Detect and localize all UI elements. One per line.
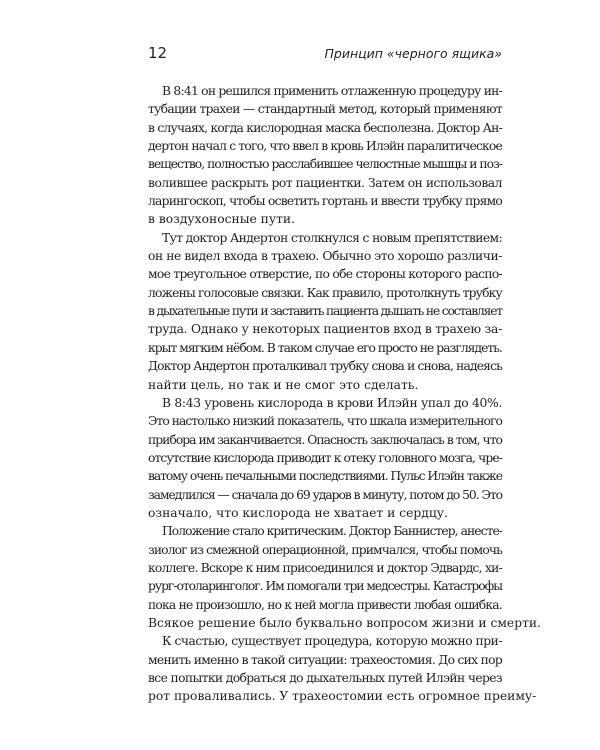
text-line: труда. Однако у некоторых пациентов вход в трахею за- bbox=[148, 322, 502, 337]
text-line: отсутствие кислорода приводит к отеку головного мозга, чре- bbox=[148, 450, 502, 465]
text-line: замедлился — сначала до 69 ударов в минуту, потом до 50. Это bbox=[148, 487, 502, 502]
page-header bbox=[148, 44, 502, 66]
text-line: в воздухоносные пути. bbox=[148, 212, 296, 227]
text-line: найти цель, но так и не смог это сделать. bbox=[148, 377, 419, 392]
text-line: Положение стало критическим. Доктор Баннистер, анесте- bbox=[162, 524, 502, 539]
text-line: в случаях, когда кислородная маска бесполезна. Доктор Ан- bbox=[148, 120, 502, 135]
text-line: дертон начал с того, что ввел в кровь Илэйн паралитическое bbox=[148, 139, 502, 154]
text-line: все попытки добраться до дыхательных путей Илэйн через bbox=[148, 671, 502, 685]
text-line: Тут доктор Андертон столкнулся с новым препятствием: bbox=[162, 230, 502, 245]
paragraph bbox=[148, 82, 502, 229]
page-number: 12 bbox=[148, 44, 168, 62]
text-line: пока не произошло, но к ней могла привести любая ошибка. bbox=[148, 597, 502, 612]
text-line: волившее раскрыть рот пациентки. Затем он использовал bbox=[148, 175, 502, 190]
paragraph bbox=[148, 394, 502, 522]
text-line: зиолог из смежной операционной, примчался, чтобы помочь bbox=[148, 542, 502, 557]
text-line: Доктор Андертон проталкивал трубку снова и снова, надеясь bbox=[148, 359, 502, 374]
text-line: ватому очень печальными последствиями. Пульс Илэйн также bbox=[148, 469, 502, 484]
text-line: менить именно в такой ситуации: трахеостомия. До сих пор bbox=[148, 652, 502, 667]
paragraph bbox=[148, 632, 537, 705]
running-title: Принцип «черного ящика» bbox=[324, 46, 502, 61]
text-line: ложены голосовые связки. Как правило, протолкнуть трубку bbox=[148, 285, 502, 300]
body-text bbox=[148, 82, 541, 706]
text-line: крыт мягким нёбом. В таком случае его просто не разглядеть. bbox=[148, 340, 502, 355]
text-line: в дыхательные пути и заставить пациента дышать не составляет bbox=[148, 304, 502, 319]
text-line: ларингоскоп, чтобы осветить гортань и ввести трубку прямо bbox=[148, 194, 502, 209]
text-line: означало, что кислорода не хватает и сердцу. bbox=[148, 505, 448, 520]
text-line: В 8:43 уровень кислорода в крови Илэйн упал до 40%. bbox=[162, 395, 502, 410]
text-line: вещество, полностью расслабившее челюстные мышцы и поз- bbox=[148, 157, 502, 172]
text-line: Всякое решение было буквально вопросом жизни и смерти. bbox=[148, 615, 541, 630]
text-line: К счастью, существует процедура, которую можно при- bbox=[162, 634, 502, 649]
text-line: рург-отоларинголог. Им помогали три медсестры. Катастрофы bbox=[148, 579, 502, 594]
text-line: Это настолько низкий показатель, что шкала измерительного bbox=[148, 414, 502, 429]
paragraph bbox=[148, 229, 502, 394]
text-line: В 8:41 он решился применить отлаженную процедуру ин- bbox=[162, 84, 502, 98]
text-line: рот проваливались. У трахеостомии есть огромное преиму- bbox=[148, 689, 537, 704]
text-line: тубации трахеи — стандартный метод, который применяют bbox=[148, 102, 502, 117]
text-line: прибора им заканчивается. Опасность заключалась в том, что bbox=[148, 432, 502, 447]
text-line: мое треугольное отверстие, по обе стороны которого распо- bbox=[148, 267, 502, 282]
text-line: коллеге. Вскоре к ним присоединился и доктор Эдвардс, хи- bbox=[148, 560, 502, 575]
text-line: он не видел входа в трахею. Обычно это хорошо различи- bbox=[148, 249, 502, 264]
paragraph bbox=[148, 522, 541, 632]
